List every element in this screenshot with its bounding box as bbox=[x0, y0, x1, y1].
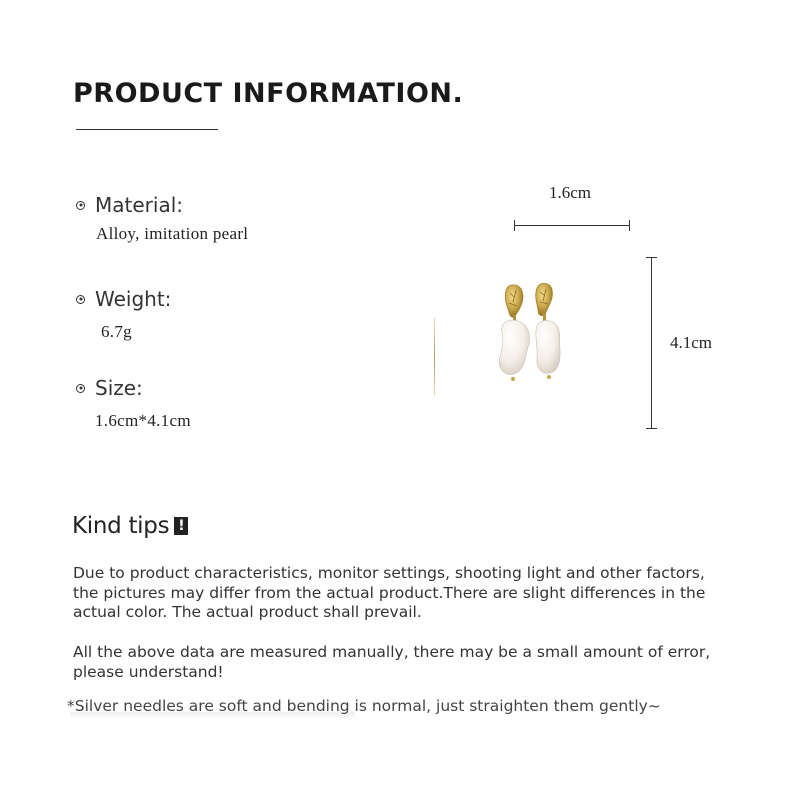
tips-paragraph-1: Due to product characteristics, monitor settings, shooting light and other factors, the pictures may differ from the actual product.There are slight differences in the actual color. The actual product shall prevail. bbox=[73, 564, 706, 621]
kind-tips-title-text: Kind tips bbox=[72, 513, 170, 539]
image-edge-mark bbox=[434, 318, 435, 396]
bullet-icon bbox=[76, 384, 85, 393]
size-value: 1.6cm*4.1cm bbox=[95, 411, 191, 430]
material-value: Alloy, imitation pearl bbox=[96, 224, 249, 243]
material-label bbox=[76, 193, 183, 217]
weight-value: 6.7g bbox=[101, 322, 132, 341]
weight-label bbox=[76, 287, 171, 311]
exclamation-icon: ! bbox=[174, 517, 188, 535]
page-title: PRODUCT INFORMATION. bbox=[73, 78, 464, 109]
left-earring bbox=[499, 285, 529, 381]
width-dimension-label: 1.6cm bbox=[549, 183, 592, 202]
height-dimension-label: 4.1cm bbox=[670, 333, 713, 352]
silver-needle-note: *Silver needles are soft and bending is normal, just straighten them gently~ bbox=[67, 697, 661, 715]
earrings-image bbox=[480, 275, 600, 395]
title-underline bbox=[76, 129, 218, 130]
right-earring bbox=[536, 283, 560, 379]
size-label bbox=[76, 376, 143, 400]
bullet-icon bbox=[76, 295, 85, 304]
height-dimension-line bbox=[651, 257, 652, 429]
width-dimension-line bbox=[514, 225, 630, 226]
tips-paragraph-2: All the above data are measured manually, there may be a small amount of error, please understand! bbox=[73, 643, 711, 681]
material-label-text: Material: bbox=[95, 193, 183, 217]
kind-tips-title bbox=[72, 513, 188, 539]
size-label-text: Size: bbox=[95, 376, 143, 400]
bullet-icon bbox=[76, 201, 85, 210]
weight-label-text: Weight: bbox=[95, 287, 172, 311]
